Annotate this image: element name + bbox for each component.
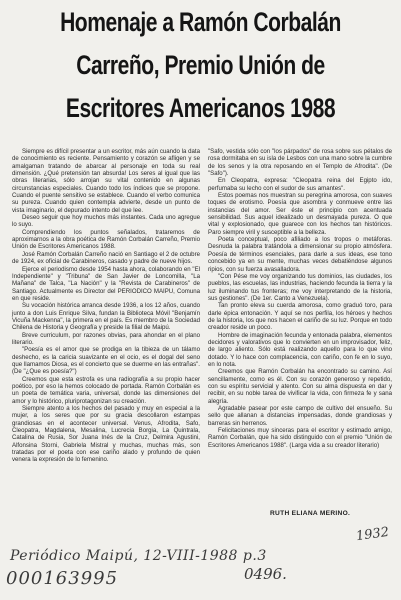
handwritten-source-note: Periódico Maipú, 12-VIII-1988 p.3 <box>10 548 267 564</box>
headline-line-2: Carreño, Premio Unión de <box>76 50 325 80</box>
paragraph: Poeta conceptual, poco afiliado a los tropos o metáforas. Desnuda la palabra tratándola a dimensionar su propio atmósfera. Poesía de términos esenciales, para darle a sus ideas, ese tono concebido ya en su mente, muchas veces debatiéndose algunos ripios, con su fuerza avasalladora. <box>208 236 392 273</box>
paragraph: Deseo seguir que hoy muchos más instantes. Cada uno agregue lo suyo. <box>12 214 200 229</box>
paragraph: "Con Pése me voy organizando tus dominios, las ciudades, los pueblos, las escuelas, las industrias, haciendo fecunda la tierra y la luz iluminando tus fronteras; me voy interpretando de la historia, sus gestiones". (De 1er. Canto a Venezuela). <box>208 272 392 302</box>
paragraph: Comprendiendo los puntos señalados, trataremos de aproximarnos a la obra poética de Ramón Corbalán Carreño, Premio Unión de Escritores Americanos 1988. <box>12 228 200 251</box>
headline-line-1: Homenaje a Ramón Corbalán <box>60 7 341 37</box>
paragraph: Ejerce el periodismo desde 1954 hasta ahora, colaborando en "El Independiente" y "Tribuna" de San Javier de Loncomilla, "La Mañana" de Talca, "La Nación" y la "Revista de Carabineros" de Santiago. Actualmente es Director del PERIODICO MAIPU, Comuna en que reside. <box>12 265 200 302</box>
paragraph: Estos poemas nos muestran su peregrina amorosa, con suaves toques de erotismo. Poesía que asombra y conmueve entre las instancias del amor. Ser éste el principio con acentuada sensibilidad. Sus aquel idealizado un desmayada pureza. O que vital y explosionado, que guarece con los hechos tan históricos. Paro siempre viril y susceptible a la belleza. <box>208 192 392 236</box>
paragraph: En Cleopatra, expresa: "Cleopatra reina del Egipto ido, perfumaba su lecho con el sudor de sus amantes". <box>208 177 392 192</box>
paragraph: Creemos que esta estrofa es una radiografía a su propio hacer poético, por eso la hemos colocado de portada. Ramón Corbalán es un poeta de temática varia, universal, donde las dimensiones del amor y lo histórico, pluriprotagonizan su creación. <box>12 375 200 405</box>
paragraph: Su vocación histórica arranca desde 1936, a los 12 años, cuando junto a don Luis Enrique Silva, fundan la Biblioteca Móvil "Benjamín Vicuña Mackenna", la primera en el país. Es miembro de la Sociedad Chilena de Historia y Geografía y preside la filial de Maipú. <box>12 302 200 332</box>
paragraph: José Ramón Corbalán Carreño nació en Santiago el 2 de octubre de 1924, ex oficial de Carabineros, casado y padre de nueve hijos. <box>12 250 200 266</box>
paragraph: Breve curriculum, por razones obvias, para ahondar en el plano literario. <box>12 331 200 346</box>
headline-line-3: Escritores Americanos 1988 <box>65 93 336 123</box>
article-right-column <box>208 148 392 449</box>
handwritten-number: 0496. <box>244 565 287 583</box>
paragraph: Hombre de imaginación fecunda y entonada palabra, elementos decidores y valorativos que lo convierten en un improvisador, feliz, de largo aliento. Sólo está realizando aquello para lo que vino dotado. Y lo hace con complacencia, con cariño, con fe en lo suyo, en lo nota. <box>208 331 392 368</box>
paragraph: Felicitaciones muy sinceras para el escritor y estimado amigo, Ramón Corbalán, que ha sido distinguido con el premio "Unión de Escritores Americanos 1988". (Larga vida a su creador literario) <box>208 427 392 449</box>
paragraph: "Safo, vestida sólo con "los párpados" de rosa sobre sus pétalos de rosa dormitaba en su isla de Lesbos con una mano sobre la cumbre de los senos y la otra reposando en el Templo de Afrodita". (De "Safo"). <box>208 148 392 178</box>
paragraph: "Poesía es el amor que se prodiga en la tibieza de un tálamo deshecho, es la caricia suavizante en el ocio, es el dogal del seno que llamamos Diosa, es el concierto que se duerme en las entrañas". (De "¿Que es poesía?") <box>12 346 200 376</box>
article-left-column <box>12 148 200 464</box>
paragraph: Siempre es difícil presentar a un escritor, más aún cuando la data de conocimiento es reciente. Pensamiento y corazón se afligen y se amalgaman tratando de abarcar al personaje en toda su real dimensión. ¿Qué pretensión tan absurda! Los seres al igual que las obras literarias, sólo arrojan su vital contenido en algunas circunstancias especiales. Cuando todo los índices que se propone. Cuando el puente sensitivo se establece. Cuando el verbo comunica su pureza. Cuando quien contempla advierte, desde un punto de vista imaginario, el depurado intento del que lee. <box>12 148 200 214</box>
paragraph: Creemos que Ramón Corbalán ha encontrado su camino. Así sencillamente, como es él. Con su corazón generoso y repetido, con su espíritu servicial y atento. Con su alma dispuesta en dar y recibir, en su noble tarea de vivificar la vida, con firmeza fe y sana alegría. <box>208 368 392 405</box>
paragraph: Siempre atento a los hechos del pasado y muy en especial a la mujer, a los seres que por su gracia descollaron estampas grandiosas en el acontecer universal. Venus, Afrodita, Safo, Cleopatra, Magdalena, Mesalina, Lucrecia Borgia, La Quintrala, Catalina de Rusia, Sor Juana Inés de la Cruz, Delmira Agustini, Alfonsina Storni, Gabriela Mistral y muchas, muchas más, son tratadas por el poeta con ese cariño alado y profundo de quien venera la expresión de lo femenino. <box>12 405 200 464</box>
paragraph: Agradable pasear por este campo de cultivo del ensueño. Su sello que allanan a distancias impensadas, donde grandiosas y barreras sin herrenos. <box>208 405 392 427</box>
handwritten-year: 1932 <box>355 524 390 545</box>
author-signature: RUTH ELIANA MERINO. <box>270 510 351 517</box>
handwritten-catalog-code: 000163995 <box>6 568 119 589</box>
paragraph: Tan pronto eleva su cuerda amorosa, como graduó toro, para darle épica entonación. Y aquí se nos perfila, los héroes y hechos de la historia, los que nos hacen el cariño de su luz. Porque en todo creador reside un poco. <box>208 302 392 332</box>
